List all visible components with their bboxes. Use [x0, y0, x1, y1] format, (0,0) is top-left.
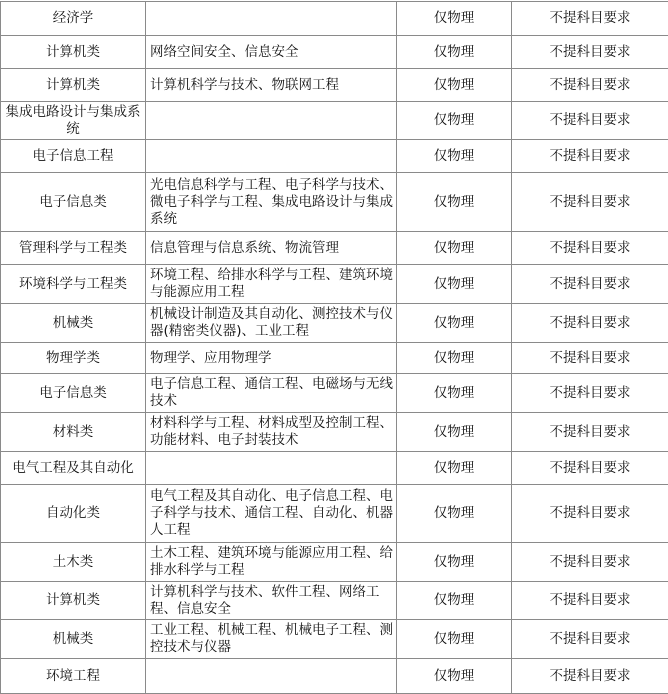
table-row: [1, 69, 668, 102]
table-row: [1, 173, 668, 232]
table-row: [1, 343, 668, 374]
category-cell: 经济学: [1, 2, 146, 36]
requirement-cell: 不提科目要求: [512, 304, 668, 343]
table-row: [1, 582, 668, 620]
majors-cell: 环境工程、给排水科学与工程、建筑环境与能源应用工程: [146, 265, 397, 304]
subject-cell: 仅物理: [397, 232, 512, 265]
category-cell: 环境科学与工程类: [1, 265, 146, 304]
subject-cell: 仅物理: [397, 659, 512, 694]
subject-cell: 仅物理: [397, 413, 512, 452]
majors-cell: 光电信息科学与工程、电子科学与技术、微电子科学与工程、集成电路设计与集成系统: [146, 173, 397, 232]
category-cell: 管理科学与工程类: [1, 232, 146, 265]
table-row: [1, 620, 668, 659]
category-cell: 机械类: [1, 620, 146, 659]
subject-cell: 仅物理: [397, 69, 512, 102]
subject-cell: 仅物理: [397, 265, 512, 304]
table-row: [1, 232, 668, 265]
majors-cell: [146, 102, 397, 140]
majors-cell: 电子信息工程、通信工程、电磁场与无线技术: [146, 374, 397, 413]
table-row: [1, 304, 668, 343]
requirement-cell: 不提科目要求: [512, 173, 668, 232]
subject-cell: 仅物理: [397, 140, 512, 173]
requirement-cell: 不提科目要求: [512, 102, 668, 140]
category-cell: 自动化类: [1, 485, 146, 543]
subject-cell: 仅物理: [397, 374, 512, 413]
majors-cell: 网络空间安全、信息安全: [146, 36, 397, 69]
category-cell: 材料类: [1, 413, 146, 452]
category-cell: 电气工程及其自动化: [1, 452, 146, 485]
subject-cell: 仅物理: [397, 173, 512, 232]
table-row: [1, 265, 668, 304]
table-row: [1, 374, 668, 413]
subject-cell: 仅物理: [397, 304, 512, 343]
category-cell: 电子信息类: [1, 374, 146, 413]
majors-cell: [146, 2, 397, 36]
requirement-cell: 不提科目要求: [512, 543, 668, 582]
majors-cell: 物理学、应用物理学: [146, 343, 397, 374]
major-requirements-table: [0, 1, 668, 694]
table-row: [1, 543, 668, 582]
table-row: [1, 413, 668, 452]
majors-cell: 信息管理与信息系统、物流管理: [146, 232, 397, 265]
requirement-cell: 不提科目要求: [512, 2, 668, 36]
requirement-cell: 不提科目要求: [512, 69, 668, 102]
category-cell: 电子信息工程: [1, 140, 146, 173]
requirement-cell: 不提科目要求: [512, 413, 668, 452]
requirement-cell: 不提科目要求: [512, 659, 668, 694]
table-row: [1, 485, 668, 543]
majors-cell: 机械设计制造及其自动化、测控技术与仪器(精密类仪器)、工业工程: [146, 304, 397, 343]
category-cell: 计算机类: [1, 69, 146, 102]
subject-cell: 仅物理: [397, 36, 512, 69]
table-row: [1, 140, 668, 173]
requirement-cell: 不提科目要求: [512, 374, 668, 413]
requirement-cell: 不提科目要求: [512, 36, 668, 69]
category-cell: 机械类: [1, 304, 146, 343]
majors-cell: 工业工程、机械工程、机械电子工程、测控技术与仪器: [146, 620, 397, 659]
majors-cell: 材料科学与工程、材料成型及控制工程、功能材料、电子封装技术: [146, 413, 397, 452]
majors-cell: 计算机科学与技术、物联网工程: [146, 69, 397, 102]
requirement-cell: 不提科目要求: [512, 343, 668, 374]
requirement-cell: 不提科目要求: [512, 582, 668, 620]
subject-cell: 仅物理: [397, 343, 512, 374]
table-row: [1, 36, 668, 69]
majors-cell: 土木工程、建筑环境与能源应用工程、给排水科学与工程: [146, 543, 397, 582]
category-cell: 集成电路设计与集成系统: [1, 102, 146, 140]
requirement-cell: 不提科目要求: [512, 452, 668, 485]
subject-cell: 仅物理: [397, 543, 512, 582]
majors-cell: 计算机科学与技术、软件工程、网络工程、信息安全: [146, 582, 397, 620]
requirement-cell: 不提科目要求: [512, 140, 668, 173]
category-cell: 电子信息类: [1, 173, 146, 232]
category-cell: 土木类: [1, 543, 146, 582]
subject-cell: 仅物理: [397, 620, 512, 659]
requirement-cell: 不提科目要求: [512, 232, 668, 265]
subject-cell: 仅物理: [397, 452, 512, 485]
majors-cell: [146, 452, 397, 485]
table-body: [1, 2, 668, 694]
requirement-cell: 不提科目要求: [512, 485, 668, 543]
requirement-cell: 不提科目要求: [512, 620, 668, 659]
table-row: [1, 452, 668, 485]
subject-cell: 仅物理: [397, 2, 512, 36]
majors-cell: 电气工程及其自动化、电子信息工程、电子科学与技术、通信工程、自动化、机器人工程: [146, 485, 397, 543]
subject-cell: 仅物理: [397, 582, 512, 620]
category-cell: 物理学类: [1, 343, 146, 374]
category-cell: 计算机类: [1, 36, 146, 69]
table-row: [1, 102, 668, 140]
subject-cell: 仅物理: [397, 485, 512, 543]
category-cell: 计算机类: [1, 582, 146, 620]
requirement-cell: 不提科目要求: [512, 265, 668, 304]
category-cell: 环境工程: [1, 659, 146, 694]
subject-cell: 仅物理: [397, 102, 512, 140]
majors-cell: [146, 140, 397, 173]
table-row: [1, 2, 668, 36]
